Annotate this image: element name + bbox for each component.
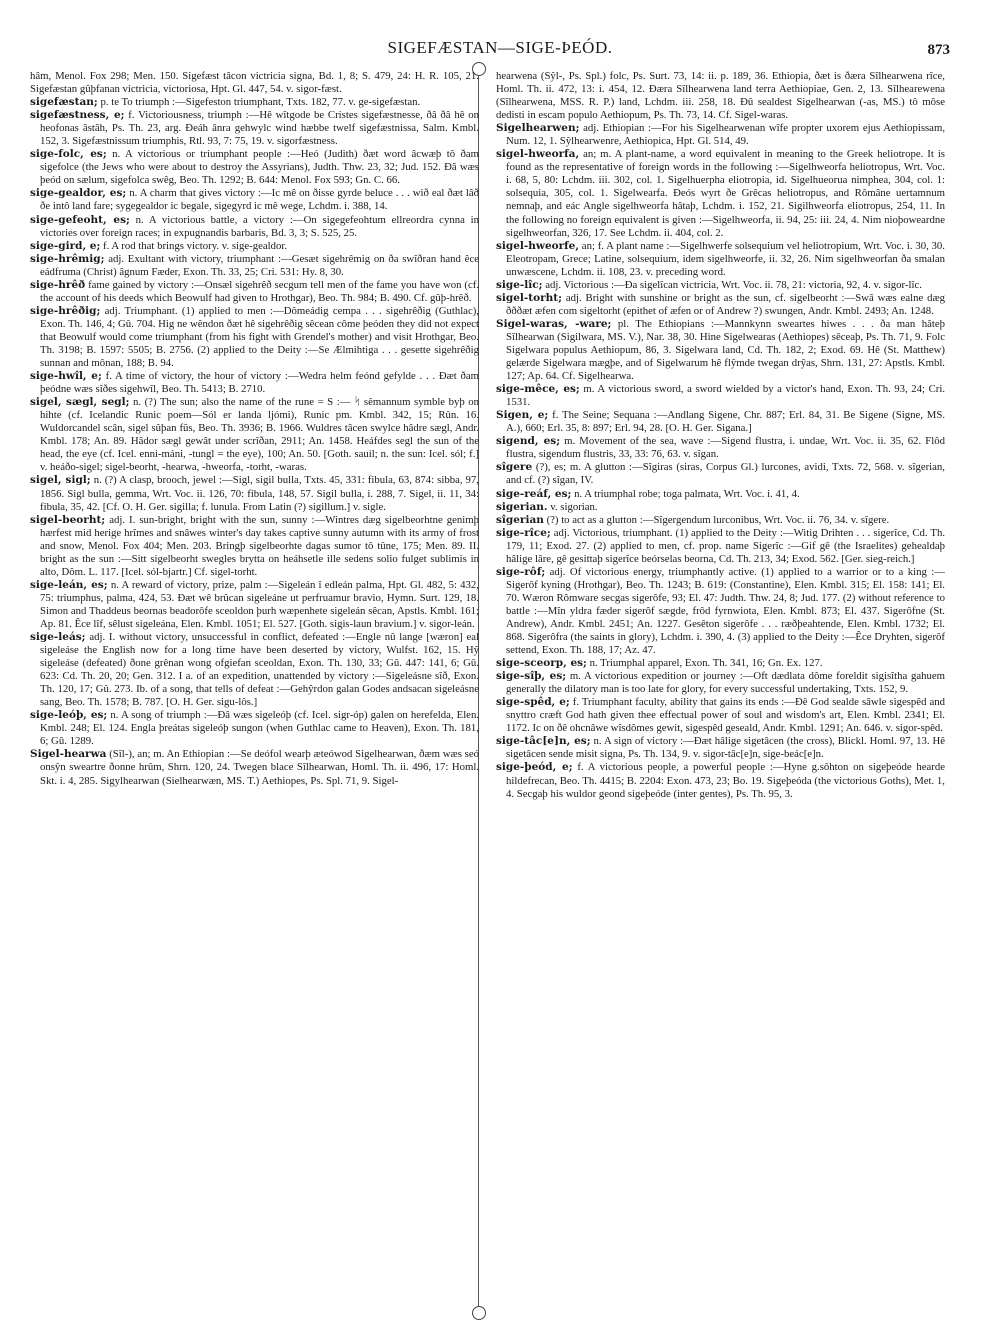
entry-text: n. Triumphal apparel, Exon. Th. 341, 16; Gn. Ex. 127.	[589, 657, 823, 670]
dictionary-entry	[30, 305, 479, 370]
entry-headword: sige-mêce, es;	[496, 383, 580, 396]
entry-text: f. The Seine; Sequana :—Andlang Sigene, Chr. 887; Erl. 84, 31. Be Sigene (Signe, MS. A.), 660; Erl. 35, 8: 897; Erl. 94, 28. [O. H. Ger. Sigana.]	[506, 409, 945, 435]
entry-text: m. Movement of the sea, wave :—Sigend flustra, i. undae, Wrt. Voc. ii. 35, 62. Flôd flustra, sigendum flustris, 33, 33: 76, 63. v. sîgan.	[506, 435, 945, 461]
dictionary-entry	[30, 96, 479, 109]
entry-headword: sigel, sigl;	[30, 474, 91, 487]
entry-text: adj. Ethiopian :—For his Sigelhearwenan wîfe propter uxorem ejus Aethiopissam, Num. 12, 1. Sŷlhearwenre, Aethiopica, Hpt. Gl. 514, 49.	[506, 122, 945, 148]
entry-text: v. sigorian.	[550, 500, 598, 513]
dictionary-entry	[30, 148, 479, 187]
entry-headword: sige-rôf;	[496, 565, 546, 578]
dictionary-entry	[30, 109, 479, 148]
entry-headword: sige-sîþ, es;	[496, 670, 567, 683]
dictionary-entry	[496, 488, 945, 501]
entry-text: m. A victorious expedition or journey :—Oft dædlata dôme foreldit sigisîtha gahuem generally the dilatory man is too late for glory, for every successful undertaking, Txts. 152, 9.	[506, 670, 945, 696]
dictionary-entry	[30, 631, 479, 709]
dictionary-entry	[496, 70, 945, 122]
dictionary-entry	[30, 579, 479, 631]
entry-headword: sige-gird, e;	[30, 239, 101, 252]
dictionary-entry	[30, 279, 479, 305]
entry-headword: sîgere	[496, 461, 533, 474]
entry-text: n. A sign of victory :—Ðæt hâlige sigetâcen (the cross), Blickl. Homl. 97, 13. Hê sigetâcen sende misit signa, Ps. Th. 134, 9. v. sigor-tâc[e]n, sige-beác[e]n.	[506, 735, 945, 761]
dictionary-entry	[496, 148, 945, 239]
dictionary-entry	[30, 748, 479, 787]
entry-text: adj. I. sun-bright, bright with the sun, sunny :—Wintres dæg sigelbeorhtne genimþ hærfest mid herige hrîmes and snâwes winter's day takes captive sunny autumn with its army of frost and snow, Menol. Fox 404; Men. 203. Bringþ sigelbeorhte dagas sumor tô tûne, 175; Men. 89. II. bright as the sun :—Sitt sigelbeorht swegles brytta on heáhsetle ille sedens solio fulget sublimis in alto, Dôm. L. 117. [Icel. sól-bjartr.] Cf. sigel-torht.	[40, 513, 479, 578]
entry-headword: sige-folc, es;	[30, 148, 107, 161]
entry-text: adj. Bright with sunshine or bright as the sun, cf. sigelbeorht :—Swâ wæs ealne dæg ðððæt æfen com sigeltorht (epithet of æfen or of Andrew ?) swungen, Andr. Kmbl. 2493; An. 1248.	[506, 291, 945, 317]
left-column	[30, 70, 479, 1315]
entry-text: adj. Exultant with victory, triumphant :—Gesæt sigehrêmig on ða swîðran hand êce eádfruma (Christ) âgnum Fæder, Exon. Th. 33, 25; Cri. 531: Hy. 8, 30.	[40, 252, 479, 278]
entry-headword: sigefæstan;	[30, 96, 98, 109]
dictionary-entry	[496, 657, 945, 670]
entry-text: adj. Victorious, triumphant. (1) applied to the Deity :—Witig Drihten . . . sigerîce, Cd. Th. 179, 11; Exod. 27. (2) applied to men, cf. prop. name Sigerîc :—Gif gê (the Israelites) gehealdaþ hâlige lâre, gê gesittaþ sigerîce beórselas beorna, Cd. Th. 213, 34; Exod. 562. [Ger. sieg-reich.]	[506, 526, 945, 565]
entry-headword: sigel, sægl, segl;	[30, 396, 130, 409]
entry-text: hearwena (Sŷl-, Ps. Spl.) folc, Ps. Surt. 73, 14: ii. p. 189, 36. Ethiopia, ðæt is ðæra Sîlhearwena rîce, Homl. Th. ii. 472, 13: i. 454, 12. Ðæra Sîlhearwena land terra Aethiopiae, Gen. 2, 13. Sîlhearewena (Sîlhearwena, MSS. R. P.) land, Lchdm. iii. 258, 18. Ðû sealdest Sigelhearwan (-as, MS.) tô môse dedisti in escam populo Aethiopum, Ps. Th. 73, 14. Cf. Sigel-waras.	[496, 70, 945, 122]
entry-text: n. A victorious or triumphant people :—Heó (Judith) ðæt word âcwæþ tô ðam sigefolce (the Jews who were about to destroy the Assyrians), Judth. Thw. 23, 32; Jud. 152. Ðâ wæs þeód on sælum, sigefolca swêg, Beo. Th. 1292; B. 644: Menol. Fox 593; Gn. C. 66.	[40, 148, 479, 187]
entry-headword: Sigen, e;	[496, 409, 549, 422]
entry-headword: sîgerian	[496, 513, 544, 526]
dictionary-entry	[30, 474, 479, 513]
entry-text: n. A triumphal robe; toga palmata, Wrt. Voc. i. 41, 4.	[574, 487, 800, 500]
dictionary-entry	[496, 527, 945, 566]
dictionary-entry	[496, 383, 945, 409]
entry-text: (Sîl-), an; m. An Ethiopian :—Se deófol wearþ æteówod Sigelhearwan, ðæm wæs seó onsŷn sweartre ðonne hrûm, Shrn. 120, 24. Twegen blace Sîlhearwan, Homl. Th. ii. 496, 17: Homl. Skt. i. 4, 285. Sigylhearwan (Sielhearwæn, MS. T.) Aethiopes, Ps. Spl. 71, 9. Sigel-	[40, 748, 479, 787]
entry-headword: sigerian.	[496, 500, 548, 513]
entry-headword: sige-reáf, es;	[496, 487, 572, 500]
dictionary-entry	[496, 761, 945, 800]
entry-text: f. A time of victory, the hour of victory :—Wedra helm feónd gefylde . . . Ðæt ðam þeódne wæs sîðes sigehwîl, Beo. Th. 5413; B. 2710.	[40, 370, 479, 396]
dictionary-entry	[496, 318, 945, 383]
dictionary-entry	[496, 240, 945, 279]
entry-headword: Sigelhearwen;	[496, 122, 580, 135]
entry-text: f. Triumphant faculty, ability that gains its ends :—Ðê God sealde sâwle sigespêd and snyttro cræft God hath given thee effectual power of soul and wisdom's art, Elen. Kmbl. 2341; El. 1172. Ic on ðê ohcnâwe wîsdômes gewit, sigespêd geseald, Andr. Kmbl. 1291; An. 646. v. sigor-spêd.	[506, 696, 945, 735]
entry-text: pl. The Ethiopians :—Mannkynn sweartes hiwes . . . ða man hâteþ Sîlhearwan (Sigilwara, MS. V.), Nar. 38, 30. Hine Sigelwearas (Aethiopes) sêceaþ, Ps. Th. 71, 9. Folc Sigelwara populus Aethiopum, 86, 3. Sigelwara land, Cd. Th. 182, 2; Exod. 69. Hê (St. Matthew) gelærde Sigelwara mægþe, and of Sigelwarum hê flŷmde twegan drŷas, Shrn. 131, 27: Apstls. Kmbl. 127; Ap. 64. Cf. Sigelhearwa.	[506, 317, 945, 383]
dictionary-entry	[30, 214, 479, 240]
dictionary-entry	[496, 461, 945, 487]
right-column	[496, 70, 945, 1315]
dictionary-entry	[496, 409, 945, 435]
dictionary-entry	[30, 253, 479, 279]
entry-text: f. A rod that brings victory. v. sige-gealdor.	[103, 239, 288, 252]
dictionary-entry	[30, 70, 479, 96]
entry-text: n. A charm that gives victory :—Ic mê on ðisse gyrde beluce . . . wið eal ðæt lâð ðe intô land fare; sygegealdor ic begale, sigegyrd ic mê wege, Lchdm. i. 388, 14.	[40, 187, 479, 213]
entry-headword: sige-leás;	[30, 631, 86, 644]
entry-text: n. (?) A clasp, brooch, jewel :—Sigl, sigil bulla, Txts. 45, 331: fibula, 63, 874: sibba, 97, 1856. Sigl bulla, gemma, Wrt. Voc. ii. 126, 70: fibula, 148, 57. Sigil bulla, i. 288, 7. Sigel, ii. 11, 34: fibula, 35, 42. [Cf. O. H. Ger. sigilla; f. lunula. From Latin (?) sigillum.] v. sigle.	[40, 474, 479, 513]
entry-text: (?), es; m. A glutton :—Sîgiras (siras, Corpus Gl.) lurcones, avidi, Txts. 72, 568. v. sîgerian, and cf. (?) sîgan, IV.	[506, 461, 945, 487]
entry-headword: Sigel-waras, -ware;	[496, 317, 612, 330]
dictionary-entry	[496, 670, 945, 696]
entry-headword: sigel-hweorfe,	[496, 239, 580, 252]
dictionary-entry	[496, 501, 945, 514]
entry-text: hâm, Menol. Fox 298; Men. 150. Sigefæst tâcon victricia signa, Bd. 1, 8; S. 479, 24: H. R. 105, 21. Sigefæstan gûþfanan victricia, victoriosa, Hpt. Gl. 447, 54. v. sigor-fæst.	[30, 70, 479, 96]
entry-headword: sigel-hweorfa,	[496, 148, 580, 161]
entry-text: n. A victorious battle, a victory :—On sigegefeohtum ellreordra cynna in victories over foreign races; in expugnandis barbaris, Bd. 3, 3; S. 525, 25.	[40, 213, 479, 239]
entry-text: an; f. A plant name :—Sigelhwerfe solsequium vel heliotropium, Wrt. Voc. i. 30, 30. Eleotropam, Grece; Latine, solsequium, idem sigelhweorfe, ii. 32, 26. Nim sigelhweorfan ða smalan unwæscene, Lchdm. ii. 108, 23. v. preceding word.	[506, 239, 945, 278]
entry-text: adj. I. without victory, unsuccessful in conflict, defeated :—Engle nû lange [wæron] eal sigeleáse the English now for a long time have been deserted by victory, Wulfst. 162, 15. Hŷ sigeleáse (defeated) ðone grênan wong ofgiefan sceoldan, Exon. Th. 130, 33; Gû. 447: 141, 6; Gû. 623: Cd. Th. 20, 20; Gen. 312. I a. of an expedition, unattended by victory :—Sigeleásne sîð, Exon. Th. 120, 17; Gû. 273. Ib. of a song, that tells of defeat :—Gehŷrdon galan Godes andsacan sigeleásne sang, Beo. Th. 1578; B. 787. [O. H. Ger. sigu-lôs.]	[40, 631, 479, 709]
entry-text: adj. Victorious :—Ða sigelîcan victricia, Wrt. Voc. ii. 78, 21: victoria, 92, 4. v. sigor-lîc.	[545, 278, 922, 291]
entry-text: adj. Triumphant. (1) applied to men :—Dômeádig cempa . . . sigehrêðig (Guthlac), Exon. Th. 146, 4; Gû. 704. Hig ne wêndon ðæt hê sigehrêðig sêcean côme þeóden they did not expect that Beowulf would come triumphant (from his fight with Grendel's mother) and visit Hrothgar, Beo. Th. 3198; B. 1597: 5505; B. 2756. (2) applied to the Deity :—Se Ælmihtiga . . . gesette sigehrêðig sunnan and mônan, 188; B. 94.	[40, 304, 479, 370]
entry-text: n. (?) The sun; also the name of the rune = S :— ᛋ sêmannum symble byþ on hihte (cf. Icelandic Runic poem—Sól er landa ljómi), Runic pm. Kmbl. 342, 15; Rûn. 16. Wuldorcandel scân, sigel sûþan fûs, Beo. Th. 3936; B. 1966. Wuldres tâcen swylce hâdre sægl, Andr. Kmbl. 178; An. 89. Hâdor sægl gewât under scrîðan, 2911; An. 1458. Heáfdes segl the sun of the head, the eye (cf. Icel. enni-máni, -tungl = the eye), 100; An. 50. [Goth. sauil; n. the sun: Icel. sól; f.] v. heáðo-sigel; sigel-beorht, -hearwa, -hweorfa, -torht, -waras.	[40, 396, 479, 474]
entry-text: n. A reward of victory, prize, palm :—Sigeleán î edleán palma, Hpt. Gl. 482, 5: 432, 75: triumphus, palma, 424, 53. Ðæt wê brûcan sigeleáne ut perfruamur bravio, Hymn. Surt. 129, 18. Simon and Thaddeus beornas beadorôfe sceoldon þurh wæpenhete sigeleán sêcan, Apstls. Kmbl. 161; Ap. 81. Êce lîf, sêlust sigeleána, Elen. Kmbl. 1051; El. 527. [Goth. sigis-laun bravium.] v. sigor-leán.	[40, 578, 479, 630]
entry-headword: sige-hrêmig;	[30, 252, 105, 265]
dictionary-entry	[496, 122, 945, 148]
entry-headword: sige-rîce;	[496, 526, 551, 539]
entry-headword: sige-hwîl, e;	[30, 370, 102, 383]
entry-headword: sigefæstness, e;	[30, 109, 125, 122]
entry-text: f. A victorious people, a powerful people :—Hyne g.sôhton on sigeþeóde hearde hildefrecan, Beo. Th. 4415; B. 2204: Exon. 473, 23; Bo. 19. Sigeþeóda (the victorious Goths), Met. 1, 4. Secgaþ his wuldor geond sigeþeóde (inter gentes), Ps. Th. 95, 3.	[506, 761, 945, 800]
entry-headword: sigend, es;	[496, 435, 561, 448]
dictionary-entry	[30, 396, 479, 474]
entry-text: an; m. A plant-name, a word equivalent in meaning to the Greek heliotrope. It is found as the representative of foreign words in the following :—Sigelhweorfa heliotropus, Wrt. Voc. i. 68, 5, 80: Lchdm. iii. 302, col. 1. Sigelhuerpha eliotropia, id. Sigelhueorua nimphea, 304, col. 1: solsequia, 305, col. 1. Sigelwearfa. Ðeós wyrt ðe Grêcas heliotropus, and Rômâne uertamnum nemnaþ, and eác Angle sigelhweorfa hâtaþ, Lchdm. i. 152, 21. Sigilhweorfa eliotropus, 254, 11. In the following no foreign equivalent is given :—Sigelhweorfa, ii. 94, 25: iii. 24, 4. Nim nioþoweardne sigelhweorfan, 326, 17. See Lchdm. ii. 404, col. 2.	[506, 148, 945, 239]
entry-headword: sigel-beorht;	[30, 513, 106, 526]
entry-headword: sige-sceorp, es;	[496, 657, 587, 670]
dictionary-entry	[30, 514, 479, 579]
entry-text: adj. Of victorious energy, triumphantly active. (1) applied to a warrior or to a king :—Sigerôf kyning (Hrothgar), Beo. Th. 1243; B. 619: (Constantine), Elen. Kmbl. 315; El. 158: 141; El. 70. Wæron Rômware secgas sigerôfe, 93; El. 47: Judth. Thw. 24, 8; Jud. 177. (2) without reference to battle :—Mîn yldra fæder sigerôf sægde, frôd fyrnwiota, Elen. Kmbl. 873; El. 437. Sigerôfne (St. Andrew), Andr. Kmbl. 2451; An. 1227. Gesêton sigerôfe . . . ræðþeahtende, Elen. Kmbl. 1732; El. 868. Sigerôfra (the saints in glory), Lchdm. i. 390, 4. (3) applied to the Deity :—Êce Dryhten, sigerôf settend, Exon. Th. 188, 17; Az. 47.	[506, 565, 945, 657]
entry-text: n. A song of triumph :—Ðâ wæs sigeleóþ (cf. Icel. sigr-óp) galen on herefelda, Elen. Kmbl. 248; El. 124. Engla þreátas sigeleóþ sungon (when Guthlac came to Heaven), Exon. Th. 181, 6; Gû. 1289.	[40, 709, 479, 748]
page-number: 873	[927, 42, 950, 58]
entry-headword: sige-hrêð	[30, 278, 86, 291]
entry-headword: sige-leán, es;	[30, 578, 108, 591]
dictionary-entry	[30, 187, 479, 213]
dictionary-entry	[496, 279, 945, 292]
entry-headword: sige-gealdor, es;	[30, 187, 127, 200]
dictionary-entry	[496, 696, 945, 735]
dictionary-entry	[30, 370, 479, 396]
dictionary-entry	[496, 566, 945, 657]
entry-headword: sige-leóþ, es;	[30, 709, 108, 722]
running-title: SIGEFÆSTAN—SIGE-ÞEÓD.	[387, 38, 613, 57]
dictionary-entry	[30, 709, 479, 748]
dictionary-entry	[30, 240, 479, 253]
dictionary-entry	[496, 292, 945, 318]
running-head	[0, 38, 1000, 60]
entry-headword: sige-gefeoht, es;	[30, 213, 130, 226]
entry-headword: sige-lîc;	[496, 278, 543, 291]
dictionary-entry	[496, 435, 945, 461]
entry-text: fame gained by victory :—Onsæl sigehrêð secgum tell men of the fame you have won (cf. the account of his deeds which Beowulf had given to Hrothgar), Beo. Th. 984; B. 490. Cf. gûþ-hrêð.	[40, 278, 479, 304]
entry-text: f. Victoriousness, triumph :—Hê wîtgode be Cristes sigefæstnesse, ðâ ðâ hê on heofonas âstâh, Ps. Th. 23, arg. Ðeáh ânra gehwylc wind hæbbe twelf sigefæstnissa, Salm. Kmbl. 152, 3. Sigefæstnissum triumphis, Rtl. 93, 7: 75, 19. v. sigorfæstness.	[40, 109, 479, 148]
dictionary-entry	[496, 514, 945, 527]
entry-headword: sigel-torht;	[496, 291, 563, 304]
entry-text: m. A victorious sword, a sword wielded by a victor's hand, Exon. Th. 93, 24; Cri. 1531.	[506, 383, 945, 409]
entry-text: p. te To triumph :—Sigefeston triumphant, Txts. 182, 77. v. ge-sigefæstan.	[100, 96, 421, 109]
entry-headword: Sigel-hearwa	[30, 748, 107, 761]
entry-headword: sige-spêd, e;	[496, 696, 570, 709]
entry-headword: sige-þeód, e;	[496, 761, 573, 774]
entry-headword: sige-tâc[e]n, es;	[496, 735, 591, 748]
entry-text: (?) to act as a glutton :—Sîgergendum lurconibus, Wrt. Voc. ii. 76, 34. v. sîgere.	[546, 513, 890, 526]
dictionary-entry	[496, 735, 945, 761]
entry-headword: sige-hrêðig;	[30, 304, 101, 317]
